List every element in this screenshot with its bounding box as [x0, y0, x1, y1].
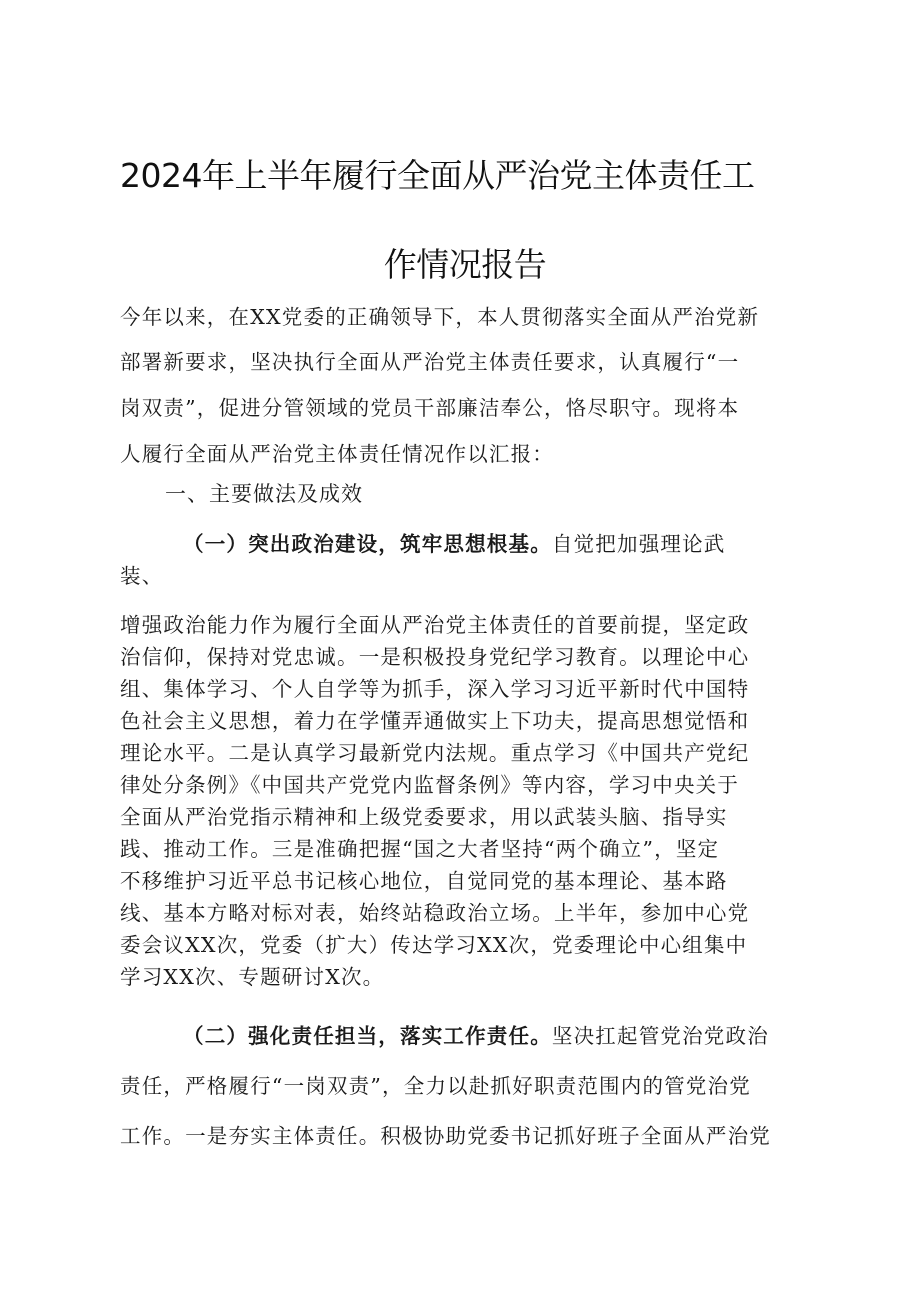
paragraph-line: 工作。一是夯实主体责任。积极协助党委书记抓好班子全面从严治党: [120, 1124, 771, 1148]
document-title-line-2: 作情况报告: [383, 245, 547, 284]
intro-line: 今年以来，在XX党委的正确领导下，本人贯彻落实全面从严治党新: [120, 305, 760, 329]
paragraph-line: 全面从严治党指示精神和上级党委要求，用以武装头脑、指导实: [120, 805, 728, 829]
subsection-1-bold-title: （一）突出政治建设，筑牢思想根基。: [183, 532, 552, 556]
subsection-1-continuation: 装、: [120, 564, 164, 588]
document-title-line-1: 2024年上半年履行全面从严治党主体责任工: [120, 156, 755, 195]
paragraph-line: 不移维护习近平总书记核心地位，自觉同党的基本理论、基本路: [120, 869, 728, 893]
paragraph-line: 践、推动工作。三是准确把握“国之大者坚持“两个确立”，坚定: [120, 837, 720, 861]
paragraph-line: 增强政治能力作为履行全面从严治党主体责任的首要前提，坚定政: [120, 613, 750, 637]
section-heading: 一、主要做法及成效: [165, 482, 363, 506]
paragraph-line: 学习XX次、专题研讨X次。: [120, 965, 385, 989]
paragraph-line: 理论水平。二是认真学习最新党内法规。重点学习《中国共产党纪: [120, 741, 750, 765]
subsection-2-heading: [183, 1019, 769, 1049]
paragraph-line: 治信仰，保持对党忠诚。一是积极投身党纪学习教育。以理论中心: [120, 645, 750, 669]
paragraph-line: 色社会主义思想，着力在学懂弄通做实上下功夫，提高思想觉悟和: [120, 709, 750, 733]
paragraph-line: 委会议XX次，党委（扩大）传达学习XX次，党委理论中心组集中: [120, 933, 748, 957]
subsection-2-bold-title: （二）强化责任担当，落实工作责任。: [183, 1024, 552, 1048]
subsection-2-text: 坚决扛起管党治党政治: [551, 1024, 769, 1048]
intro-line: 人履行全面从严治党主体责任情况作以汇报：: [120, 442, 554, 466]
paragraph-line: 组、集体学习、个人自学等为抓手，深入学习习近平新时代中国特: [120, 677, 750, 701]
paragraph-line: 责任，严格履行“一岗双责”，全力以赴抓好职责范围内的管党治党: [120, 1074, 751, 1098]
intro-line: 岗双责”，促进分管领域的党员干部廉洁奉公，恪尽职守。现将本: [120, 396, 740, 420]
subsection-1-text: 自觉把加强理论武: [551, 532, 726, 556]
subsection-1-heading: [183, 527, 726, 557]
paragraph-line: 律处分条例》《中国共产党党内监督条例》等内容，学习中央关于: [120, 773, 740, 797]
paragraph-line: 线、基本方略对标对表，始终站稳政治立场。上半年，参加中心党: [120, 901, 750, 925]
intro-line: 部署新要求，坚决执行全面从严治党主体责任要求，认真履行“一: [120, 350, 740, 374]
